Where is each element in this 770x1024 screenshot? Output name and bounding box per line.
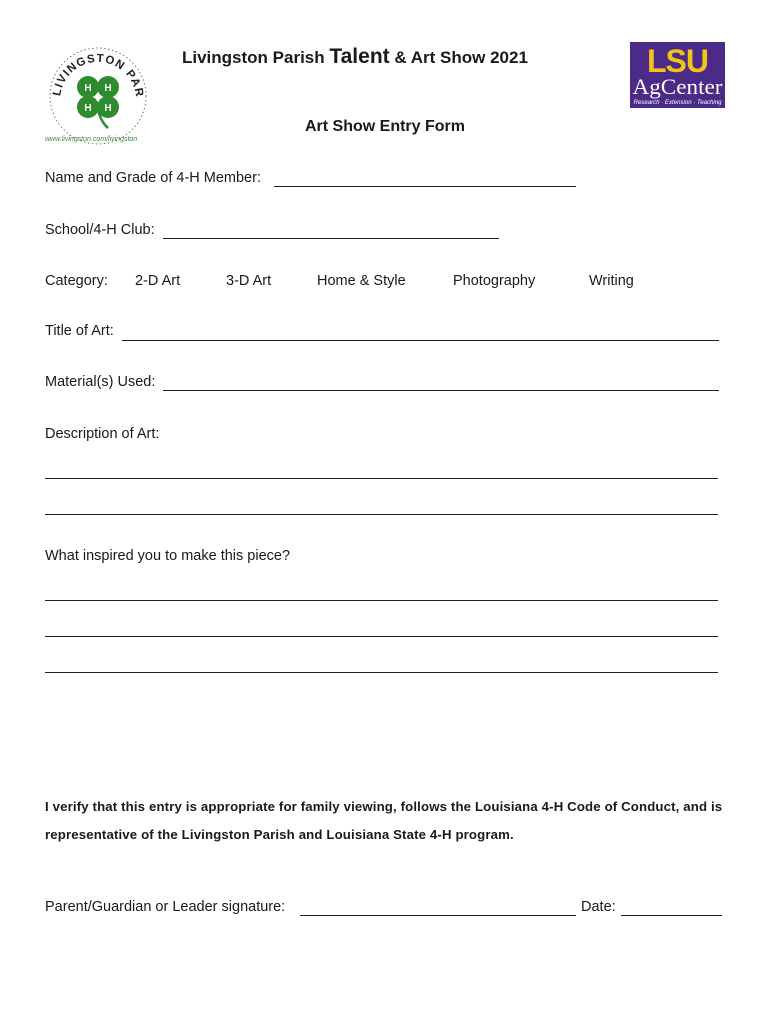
svg-text:H: H bbox=[104, 83, 112, 94]
inspiration-label: What inspired you to make this piece? bbox=[45, 548, 291, 564]
svg-text:Research · Extension · Teachin: Research · Extension · Teaching bbox=[633, 100, 723, 106]
svg-text:LIVINGSTON PARISH 4-H: LIVINGSTON PAR bbox=[51, 52, 146, 99]
category-home-style[interactable]: Home & Style bbox=[317, 273, 406, 289]
date-label: Date: bbox=[581, 899, 616, 915]
title-part2: & Art Show 2021 bbox=[389, 48, 528, 67]
description-label: Description of Art: bbox=[45, 426, 160, 442]
category-photography[interactable]: Photography bbox=[453, 273, 536, 289]
svg-text:LSU: LSU bbox=[647, 43, 708, 79]
name-grade-field[interactable] bbox=[274, 186, 576, 187]
svg-text:H: H bbox=[84, 83, 92, 94]
school-club-field[interactable] bbox=[163, 238, 499, 239]
4h-logo-url: www.livingston.com/livingston bbox=[45, 136, 138, 143]
school-club-label: School/4-H Club: bbox=[45, 222, 155, 238]
title-of-art-label: Title of Art: bbox=[45, 323, 114, 339]
svg-text:AgCenter: AgCenter bbox=[632, 74, 724, 99]
materials-label: Material(s) Used: bbox=[45, 374, 156, 390]
inspiration-line-1[interactable] bbox=[45, 600, 718, 601]
name-grade-label: Name and Grade of 4-H Member: bbox=[45, 170, 261, 186]
inspiration-line-2[interactable] bbox=[45, 636, 718, 637]
category-label: Category: bbox=[45, 273, 108, 289]
title-talent: Talent bbox=[329, 45, 390, 68]
description-line-1[interactable] bbox=[45, 478, 718, 479]
title-of-art-field[interactable] bbox=[122, 340, 719, 341]
signature-field[interactable] bbox=[300, 915, 576, 916]
svg-text:H: H bbox=[104, 103, 112, 114]
inspiration-line-3[interactable] bbox=[45, 672, 718, 673]
category-2d-art[interactable]: 2-D Art bbox=[135, 273, 181, 289]
signature-label: Parent/Guardian or Leader signature: bbox=[45, 899, 286, 915]
lsu-agcenter-logo bbox=[630, 42, 725, 108]
page-title bbox=[182, 45, 528, 69]
date-field[interactable] bbox=[621, 915, 722, 916]
category-3d-art[interactable]: 3-D Art bbox=[226, 273, 272, 289]
category-writing[interactable]: Writing bbox=[589, 273, 634, 289]
svg-text:H: H bbox=[84, 103, 92, 114]
materials-field[interactable] bbox=[163, 390, 719, 391]
description-line-2[interactable] bbox=[45, 514, 718, 515]
verification-statement: I verify that this entry is appropriate for family viewing, follows the Louisiana 4-H Code of Conduct, and is representative of the Livingston Parish and Louisiana State 4-H program. bbox=[45, 799, 723, 842]
title-part1: Livingston Parish bbox=[182, 48, 330, 67]
form-title: Art Show Entry Form bbox=[304, 118, 465, 135]
